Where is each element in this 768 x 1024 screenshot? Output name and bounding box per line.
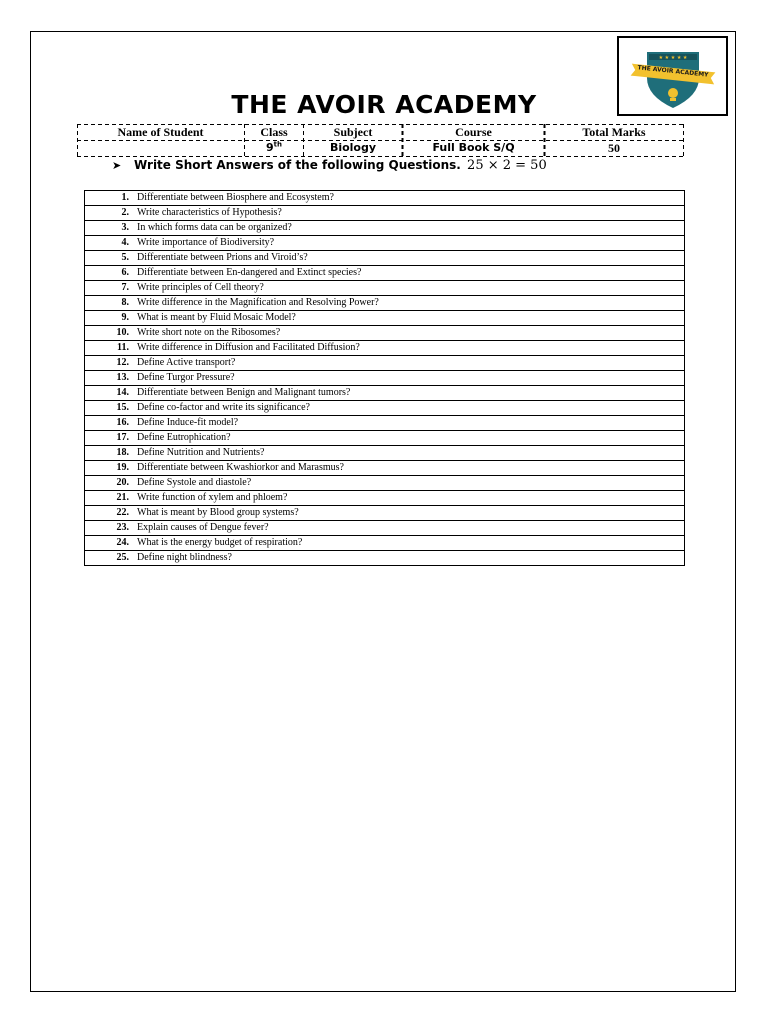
question-number: 7. [85, 281, 138, 296]
question-number: 19. [85, 461, 138, 476]
header-class: Class [260, 125, 288, 139]
question-row [85, 416, 685, 431]
question-text: Write importance of Biodiversity? [137, 236, 685, 251]
question-number: 23. [85, 521, 138, 536]
question-row [85, 356, 685, 371]
student-info-table [77, 124, 684, 156]
question-number: 14. [85, 386, 138, 401]
question-number: 15. [85, 401, 138, 416]
question-row [85, 371, 685, 386]
question-number: 11. [85, 341, 138, 356]
question-row [85, 491, 685, 506]
question-row [85, 341, 685, 356]
question-number: 12. [85, 356, 138, 371]
question-text: What is the energy budget of respiration? [137, 536, 685, 551]
question-text: Define Nutrition and Nutrients? [137, 446, 685, 461]
header-course: Course [455, 125, 492, 139]
question-row [85, 551, 685, 566]
question-row [85, 296, 685, 311]
question-number: 20. [85, 476, 138, 491]
question-number: 9. [85, 311, 138, 326]
question-row [85, 506, 685, 521]
question-text: Define Induce-fit model? [137, 416, 685, 431]
page-title: THE AVOIR ACADEMY [231, 90, 537, 119]
total-marks-value: 50 [608, 141, 620, 155]
question-text: Write function of xylem and phloem? [137, 491, 685, 506]
header-subject: Subject [333, 125, 373, 139]
question-text: What is meant by Fluid Mosaic Model? [137, 311, 685, 326]
question-text: Explain causes of Dengue fever? [137, 521, 685, 536]
class-value: 9th [266, 140, 282, 154]
question-number: 3. [85, 221, 138, 236]
question-text: Define Turgor Pressure? [137, 371, 685, 386]
question-number: 10. [85, 326, 138, 341]
question-row [85, 446, 685, 461]
question-text: Define Eutrophication? [137, 431, 685, 446]
instruction-line [112, 158, 547, 173]
arrow-bullet-icon: ➤ [112, 159, 122, 172]
question-number: 24. [85, 536, 138, 551]
question-row [85, 266, 685, 281]
logo-text: THE AVOIR ACADEMY [637, 64, 709, 79]
question-text: Write short note on the Ribosomes? [137, 326, 685, 341]
question-row [85, 521, 685, 536]
question-text: Define night blindness? [137, 551, 685, 566]
question-number: 6. [85, 266, 138, 281]
question-number: 25. [85, 551, 138, 566]
question-text: Define Active transport? [137, 356, 685, 371]
question-text: What is meant by Blood group systems? [137, 506, 685, 521]
question-number: 2. [85, 206, 138, 221]
marks-formula: 25 × 2 = 50 [467, 158, 547, 173]
question-row [85, 326, 685, 341]
question-text: Write principles of Cell theory? [137, 281, 685, 296]
question-row [85, 206, 685, 221]
question-row [85, 221, 685, 236]
question-text: In which forms data can be organized? [137, 221, 685, 236]
question-text: Differentiate between Biosphere and Ecosystem? [137, 191, 685, 206]
question-number: 18. [85, 446, 138, 461]
question-row [85, 401, 685, 416]
question-row [85, 431, 685, 446]
question-text: Differentiate between Kwashiorkor and Marasmus? [137, 461, 685, 476]
question-text: Write difference in Diffusion and Facilitated Diffusion? [137, 341, 685, 356]
course-value: Full Book S/Q [432, 141, 515, 154]
question-row [85, 236, 685, 251]
question-text: Write characteristics of Hypothesis? [137, 206, 685, 221]
question-text: Differentiate between En-dangered and Extinct species? [137, 266, 685, 281]
header-total-marks: Total Marks [582, 125, 646, 139]
question-row [85, 281, 685, 296]
question-row [85, 251, 685, 266]
question-row [85, 476, 685, 491]
question-number: 8. [85, 296, 138, 311]
question-number: 21. [85, 491, 138, 506]
question-text: Define Systole and diastole? [137, 476, 685, 491]
question-number: 13. [85, 371, 138, 386]
question-text: Differentiate between Prions and Viroid’s? [137, 251, 685, 266]
question-number: 4. [85, 236, 138, 251]
header-name-of-student: Name of Student [117, 125, 204, 139]
student-name-field[interactable] [77, 140, 244, 156]
instruction-text: Write Short Answers of the following Questions. [134, 158, 461, 172]
question-text: Differentiate between Benign and Malignant tumors? [137, 386, 685, 401]
question-number: 5. [85, 251, 138, 266]
question-number: 1. [85, 191, 138, 206]
questions-table [84, 190, 685, 566]
question-number: 22. [85, 506, 138, 521]
info-value-row [77, 140, 684, 156]
info-header-row [77, 124, 684, 140]
subject-value: Biology [329, 141, 377, 154]
question-text: Write difference in the Magnification and Resolving Power? [137, 296, 685, 311]
question-number: 16. [85, 416, 138, 431]
svg-text:★ ★ ★ ★ ★: ★ ★ ★ ★ ★ [658, 55, 688, 61]
question-row [85, 386, 685, 401]
question-row [85, 191, 685, 206]
question-row [85, 311, 685, 326]
question-row [85, 536, 685, 551]
question-text: Define co-factor and write its significance? [137, 401, 685, 416]
question-number: 17. [85, 431, 138, 446]
question-row [85, 461, 685, 476]
